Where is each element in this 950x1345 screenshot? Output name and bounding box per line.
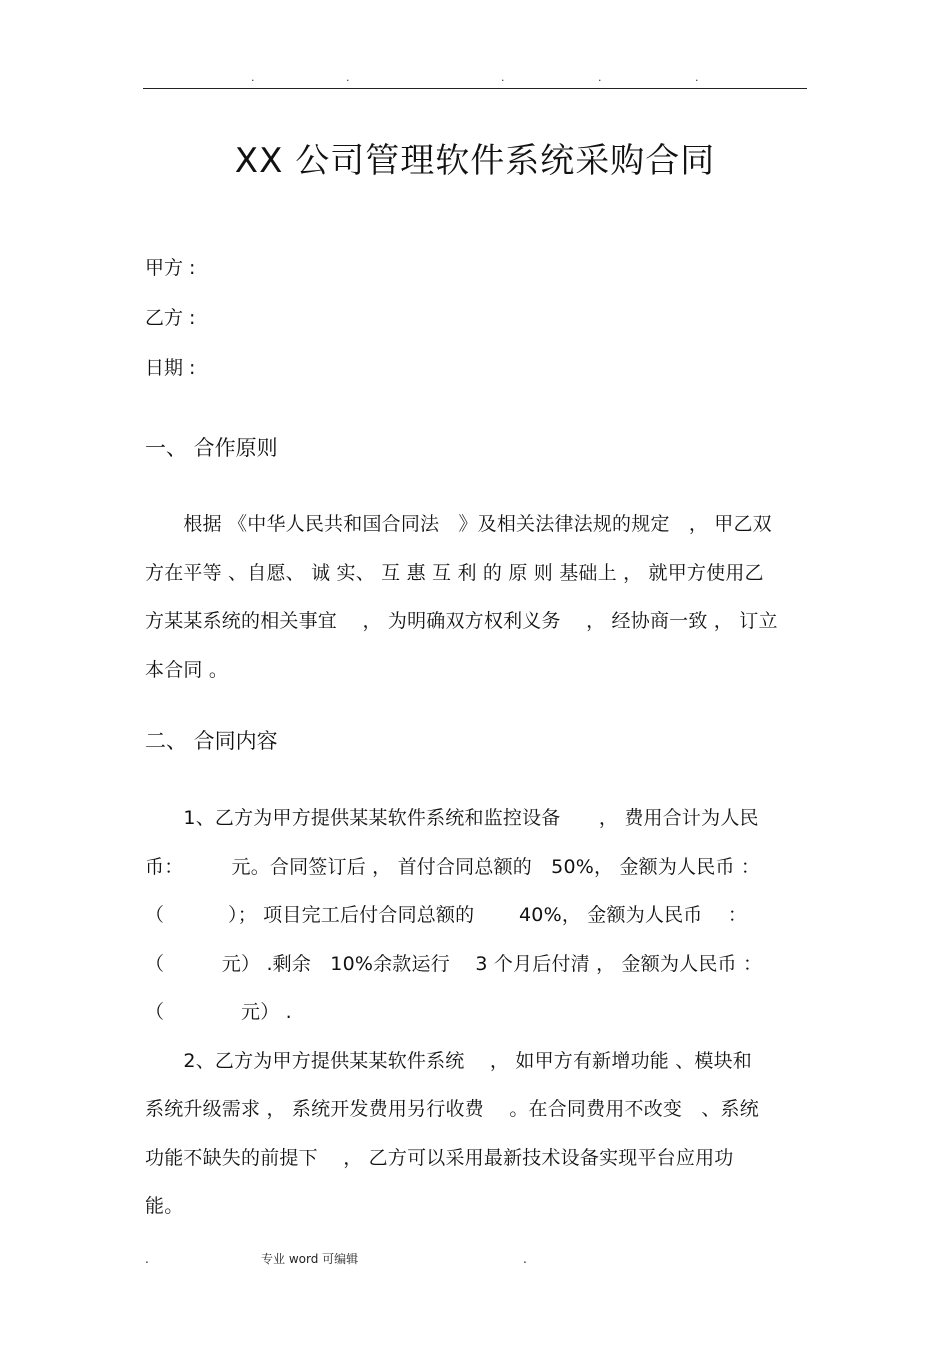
header-dot: .: [251, 71, 255, 84]
paragraph-line: （ 元） .剩余 10%余款运行 3 个月后付清 ， 金额为人民币 ：: [145, 952, 763, 975]
page-footer: [143, 1249, 807, 1269]
header-dot: .: [598, 71, 602, 84]
paragraph-line: （ ）； 项目完工后付合同总额的 40%， 金额为人民币 ：: [145, 904, 748, 926]
section-heading-principles: 一、 合作原则: [145, 436, 278, 460]
paragraph-line: 方在平等 、自愿、 诚 实、 互 惠 互 利 的 原 则 基础上 ， 就甲方使用乙: [145, 561, 764, 584]
header-dot: .: [501, 71, 505, 84]
paragraph-line: 本合同 。: [145, 658, 229, 681]
footer-text: 专业 word 可编辑: [261, 1252, 359, 1266]
header-dots: [143, 70, 807, 86]
section-body-principles: [145, 500, 807, 694]
section-body-contents: [145, 794, 807, 1231]
paragraph-line: 系统升级需求 ， 系统开发费用另行收费 。在合同费用不改变 、系统: [145, 1098, 759, 1120]
paragraph-line: 能。: [145, 1195, 184, 1217]
paragraph-line: （ 元） .: [145, 1001, 292, 1023]
paragraph-line: 功能不缺失的前提下 ， 乙方可以采用最新技术设备实现平台应用功: [145, 1146, 734, 1169]
document-title: XX 公司管理软件系统采购合同: [234, 141, 716, 181]
date-field: 日期 :: [145, 357, 196, 379]
party-b-field: 乙方 :: [145, 307, 196, 329]
paragraph-line: 1、乙方为甲方提供某某软件系统和监控设备 ， 费用合计为人民: [145, 807, 759, 829]
paragraph-line: 根据 《中华人民共和国合同法 》及相关法律法规的规定 ， 甲乙双: [145, 513, 772, 535]
header-dot: .: [695, 71, 699, 84]
section-heading-contents: 二、 合同内容: [145, 729, 278, 753]
footer-right-dot: .: [523, 1252, 527, 1266]
paragraph-line: 币： 元。合同签订后 ， 首付合同总额的 50%， 金额为人民币 ：: [145, 855, 761, 878]
paragraph-line: 方某某系统的相关事宜 ， 为明确双方权利义务 ， 经协商一致 ， 订立: [145, 610, 778, 632]
party-a-field: 甲方 :: [145, 257, 196, 279]
header-dot: .: [346, 71, 350, 84]
header-rule: [143, 88, 807, 89]
footer-left-dot: .: [145, 1252, 149, 1266]
paragraph-line: 2、乙方为甲方提供某某软件系统 ， 如甲方有新增功能 、模块和: [145, 1049, 753, 1072]
